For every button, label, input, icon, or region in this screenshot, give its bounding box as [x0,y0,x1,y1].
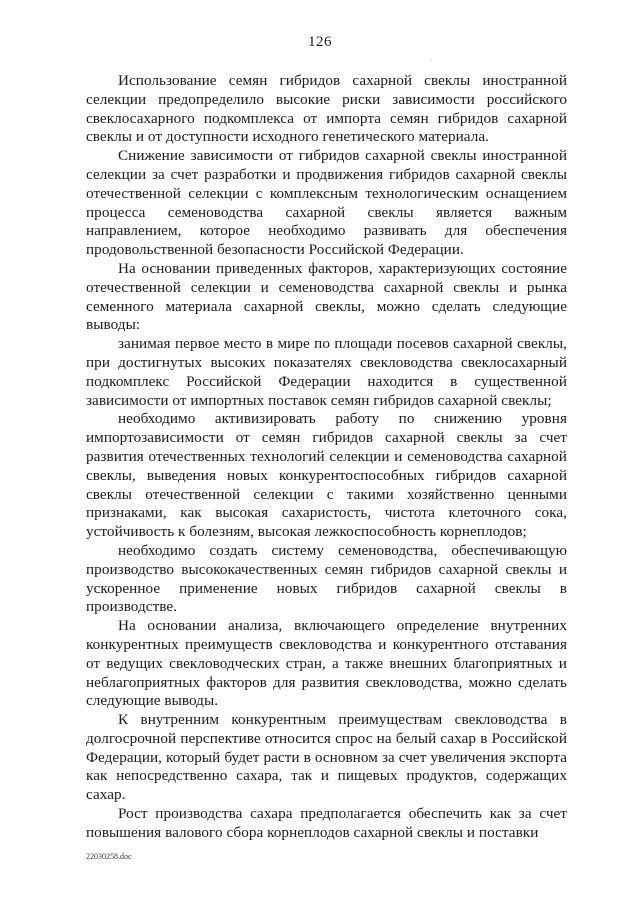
paragraph-1: Использование семян гибридов сахарной свеклы иностранной селекции предопределило высокие риски зависимости российского свеклосахарного подкомплекса от импорта семян гибридов сахарной свеклы и от доступности исходного генетического материала. [86,72,567,146]
page-number: 126 [308,34,332,50]
paragraph-3: На основании приведенных факторов, характеризующих состояние отечественной селекции и семеноводства сахарной свеклы и рынка семенного материала сахарной свеклы, можно сделать следующие выводы: [86,259,567,334]
stray-mark: · [430,57,432,63]
paragraph-2: Снижение зависимости от гибридов сахарной свеклы иностранной селекции за счет разработки и продвижения гибридов сахарной свеклы отечественной селекции с комплексным технологическим оснащением процесса семеноводства сахарной свеклы является важным направлением, которое необходимо развивать для обеспечения продовольственной безопасности Российской Федерации. [86,147,567,259]
document-body [86,72,567,843]
paragraph-5: необходимо активизировать работу по снижению уровня импортозависимости от семян гибридов сахарной свеклы за счет развития отечественных технологий селекции и семеноводства сахарной свеклы, выведения новых конкурентоспособных гибридов сахарной свеклы отечественной селекции с такими хозяйственно ценными признаками, как высокая сахаристость, чистота клеточного сока, устойчивость к болезням, высокая лежкоспособность корнеплодов; [86,410,567,541]
paragraph-7: На основании анализа, включающего определение внутренних конкурентных преимуществ свекловодства и конкурентного отставания от ведущих свекловодческих стран, а также внешних благоприятных и неблагоприятных факторов для развития свекловодства, можно сделать следующие выводы. [86,617,567,710]
paragraph-4: занимая первое место в мире по площади посевов сахарной свеклы, при достигнутых высоких показателях свекловодства свеклосахарный подкомплекс Российской Федерации находится в существенной зависимости от импортных поставок семян гибридов сахарной свеклы; [86,335,567,409]
footer-filename: 22030258.doc [86,852,132,861]
paragraph-6: необходимо создать систему семеноводства, обеспечивающую производство высококачественных семян гибридов сахарной свеклы и ускоренное применение новых гибридов сахарной свеклы в производстве. [86,541,567,616]
paragraph-8: К внутренним конкурентным преимуществам свекловодства в долгосрочной перспективе относится спрос на белый сахар в Российской Федерации, который будет расти в основном за счет увеличения экспорта как непосредственно сахара, так и пищевых продуктов, содержащих сахар. [86,711,567,804]
paragraph-9: Рост производства сахара предполагается обеспечить как за счет повышения валового сбора корнеплодов сахарной свеклы и поставки [86,805,567,841]
